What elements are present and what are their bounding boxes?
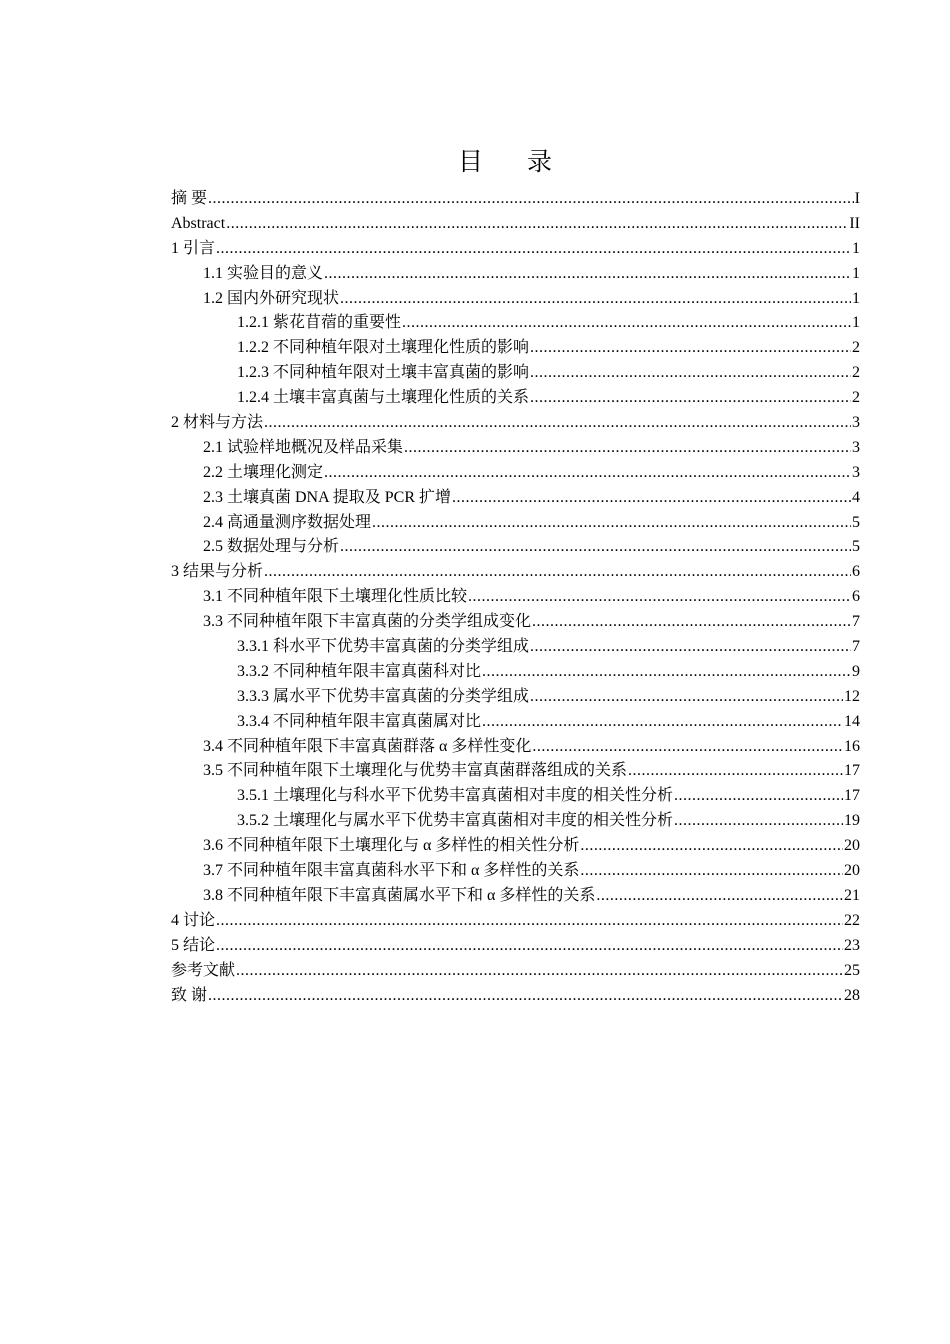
toc-entry-page-number: I bbox=[854, 190, 860, 207]
toc-entry-label: 3.3 不同种植年限下丰富真菌的分类学组成变化 bbox=[203, 613, 532, 631]
toc-entry-page-number: 3 bbox=[852, 438, 860, 456]
toc-entry[interactable] bbox=[171, 311, 860, 336]
toc-entry[interactable] bbox=[171, 486, 860, 511]
toc-dot-leader bbox=[580, 859, 843, 884]
toc-entry-page-number: 7 bbox=[852, 613, 860, 631]
toc-entry-label: 1.2.4 土壤丰富真菌与土壤理化性质的关系 bbox=[237, 389, 530, 407]
toc-entry-label: 3.8 不同种植年限下丰富真菌属水平下和 α 多样性的关系 bbox=[203, 886, 596, 904]
toc-entry-page-number: 12 bbox=[844, 687, 860, 705]
toc-dot-leader bbox=[340, 535, 851, 560]
toc-entry-page-number: 28 bbox=[844, 986, 860, 1004]
toc-entry-label: 1.1 实验目的意义 bbox=[203, 264, 324, 282]
toc-dot-leader bbox=[324, 461, 851, 486]
toc-entry[interactable] bbox=[171, 287, 860, 312]
toc-entry[interactable] bbox=[171, 560, 860, 585]
toc-entry-label: 3.4 不同种植年限下丰富真菌群落 α 多样性变化 bbox=[203, 737, 532, 755]
toc-entry-page-number: 25 bbox=[844, 961, 860, 979]
title-char-2: 录 bbox=[527, 149, 553, 176]
toc-entry-page-number: 23 bbox=[844, 936, 860, 954]
toc-entry-page-number: 3 bbox=[852, 414, 860, 432]
toc-entry[interactable] bbox=[171, 411, 860, 436]
toc-entry[interactable] bbox=[171, 187, 860, 212]
toc-entry-label: 2.5 数据处理与分析 bbox=[203, 538, 340, 556]
table-of-contents bbox=[171, 187, 860, 1008]
toc-entry-label: 3.3.1 科水平下优势丰富真菌的分类学组成 bbox=[237, 638, 530, 656]
toc-entry[interactable] bbox=[171, 635, 860, 660]
toc-entry[interactable] bbox=[171, 759, 860, 784]
toc-entry-label: 2.3 土壤真菌 DNA 提取及 PCR 扩增 bbox=[203, 488, 452, 506]
toc-entry[interactable] bbox=[171, 809, 860, 834]
toc-dot-leader bbox=[530, 685, 843, 710]
toc-dot-leader bbox=[264, 560, 851, 585]
toc-entry-page-number: 17 bbox=[844, 787, 860, 805]
toc-entry-page-number: 20 bbox=[844, 837, 860, 855]
toc-dot-leader bbox=[580, 834, 843, 859]
page-title bbox=[0, 148, 950, 178]
toc-dot-leader bbox=[530, 386, 851, 411]
toc-entry-page-number: 17 bbox=[844, 762, 860, 780]
toc-entry-page-number: 6 bbox=[852, 563, 860, 581]
toc-entry-label: 3 结果与分析 bbox=[171, 563, 264, 581]
toc-dot-leader bbox=[216, 934, 843, 959]
toc-dot-leader bbox=[482, 660, 851, 685]
toc-entry-page-number: 19 bbox=[844, 812, 860, 830]
toc-entry-label: 致 谢 bbox=[171, 986, 208, 1004]
toc-dot-leader bbox=[208, 187, 854, 212]
toc-entry-label: 2 材料与方法 bbox=[171, 414, 264, 432]
toc-entry-label: 1.2 国内外研究现状 bbox=[203, 289, 340, 307]
toc-entry[interactable] bbox=[171, 909, 860, 934]
toc-dot-leader bbox=[468, 585, 851, 610]
toc-dot-leader bbox=[674, 809, 843, 834]
toc-entry-page-number: 20 bbox=[844, 862, 860, 880]
toc-entry[interactable] bbox=[171, 212, 860, 237]
toc-entry-label: 1 引言 bbox=[171, 239, 216, 257]
toc-entry-label: 摘 要 bbox=[171, 190, 208, 207]
toc-entry-page-number: 4 bbox=[852, 488, 860, 506]
toc-entry-page-number: 2 bbox=[852, 339, 860, 357]
toc-dot-leader bbox=[596, 884, 843, 909]
toc-entry[interactable] bbox=[171, 984, 860, 1009]
toc-entry-page-number: 21 bbox=[844, 886, 860, 904]
toc-entry-label: 3.6 不同种植年限下土壤理化与 α 多样性的相关性分析 bbox=[203, 837, 580, 855]
toc-dot-leader bbox=[404, 436, 851, 461]
toc-entry-page-number: 7 bbox=[852, 638, 860, 656]
toc-dot-leader bbox=[530, 336, 851, 361]
toc-entry[interactable] bbox=[171, 262, 860, 287]
toc-entry[interactable] bbox=[171, 386, 860, 411]
toc-entry[interactable] bbox=[171, 685, 860, 710]
toc-entry-page-number: 5 bbox=[852, 513, 860, 531]
toc-entry-label: 3.5.2 土壤理化与属水平下优势丰富真菌相对丰度的相关性分析 bbox=[237, 812, 674, 830]
toc-entry[interactable] bbox=[171, 784, 860, 809]
toc-entry[interactable] bbox=[171, 361, 860, 386]
toc-dot-leader bbox=[216, 237, 851, 262]
toc-entry[interactable] bbox=[171, 535, 860, 560]
toc-entry[interactable] bbox=[171, 834, 860, 859]
toc-dot-leader bbox=[236, 959, 843, 984]
toc-dot-leader bbox=[530, 361, 851, 386]
toc-entry[interactable] bbox=[171, 511, 860, 536]
toc-entry-label: 4 讨论 bbox=[171, 911, 216, 929]
toc-entry-page-number: 1 bbox=[852, 264, 860, 282]
toc-entry-page-number: 2 bbox=[852, 364, 860, 382]
toc-entry-page-number: 9 bbox=[852, 662, 860, 680]
toc-entry-label: 1.2.1 紫花苜蓿的重要性 bbox=[237, 314, 402, 332]
toc-dot-leader bbox=[674, 784, 843, 809]
toc-entry[interactable] bbox=[171, 237, 860, 262]
toc-entry[interactable] bbox=[171, 934, 860, 959]
toc-entry[interactable] bbox=[171, 710, 860, 735]
toc-entry[interactable] bbox=[171, 585, 860, 610]
toc-entry[interactable] bbox=[171, 959, 860, 984]
title-char-1: 目 bbox=[457, 149, 483, 176]
toc-entry-label: 1.2.3 不同种植年限对土壤丰富真菌的影响 bbox=[237, 364, 530, 382]
toc-dot-leader bbox=[208, 984, 843, 1009]
toc-dot-leader bbox=[324, 262, 851, 287]
toc-dot-leader bbox=[402, 311, 851, 336]
toc-dot-leader bbox=[372, 511, 851, 536]
toc-entry-label: 2.1 试验样地概况及样品采集 bbox=[203, 438, 404, 456]
toc-entry-label: 1.2.2 不同种植年限对土壤理化性质的影响 bbox=[237, 339, 530, 357]
toc-entry-page-number: 14 bbox=[844, 712, 860, 730]
toc-entry[interactable] bbox=[171, 884, 860, 909]
toc-entry-label: Abstract bbox=[171, 214, 226, 232]
toc-entry-label: 参考文献 bbox=[171, 961, 236, 979]
toc-dot-leader bbox=[452, 486, 851, 511]
toc-entry-label: 5 结论 bbox=[171, 936, 216, 954]
toc-entry-label: 3.7 不同种植年限丰富真菌科水平下和 α 多样性的关系 bbox=[203, 862, 580, 880]
toc-entry[interactable] bbox=[171, 859, 860, 884]
toc-entry-label: 3.1 不同种植年限下土壤理化性质比较 bbox=[203, 588, 468, 606]
toc-entry-label: 3.3.3 属水平下优势丰富真菌的分类学组成 bbox=[237, 687, 530, 705]
toc-entry-page-number: 22 bbox=[844, 911, 860, 929]
toc-entry-label: 3.3.4 不同种植年限丰富真菌属对比 bbox=[237, 712, 482, 730]
toc-entry-page-number: 1 bbox=[852, 289, 860, 307]
toc-entry-page-number: 5 bbox=[852, 538, 860, 556]
toc-entry[interactable] bbox=[171, 436, 860, 461]
toc-dot-leader bbox=[226, 212, 848, 237]
toc-entry-page-number: II bbox=[849, 214, 860, 232]
toc-entry-label: 2.2 土壤理化测定 bbox=[203, 463, 324, 481]
toc-entry-page-number: 16 bbox=[844, 737, 860, 755]
toc-dot-leader bbox=[264, 411, 851, 436]
toc-entry-page-number: 1 bbox=[852, 314, 860, 332]
toc-dot-leader bbox=[482, 710, 843, 735]
toc-dot-leader bbox=[530, 635, 851, 660]
toc-entry[interactable] bbox=[171, 735, 860, 760]
toc-entry[interactable] bbox=[171, 461, 860, 486]
toc-dot-leader bbox=[532, 610, 851, 635]
toc-entry-label: 3.5 不同种植年限下土壤理化与优势丰富真菌群落组成的关系 bbox=[203, 762, 628, 780]
toc-entry-page-number: 1 bbox=[852, 239, 860, 257]
toc-dot-leader bbox=[340, 287, 851, 312]
toc-entry[interactable] bbox=[171, 336, 860, 361]
toc-entry[interactable] bbox=[171, 660, 860, 685]
toc-entry-label: 3.5.1 土壤理化与科水平下优势丰富真菌相对丰度的相关性分析 bbox=[237, 787, 674, 805]
toc-dot-leader bbox=[532, 735, 843, 760]
toc-dot-leader bbox=[628, 759, 843, 784]
toc-entry-page-number: 2 bbox=[852, 389, 860, 407]
toc-entry-label: 2.4 高通量测序数据处理 bbox=[203, 513, 372, 531]
toc-entry[interactable] bbox=[171, 610, 860, 635]
toc-dot-leader bbox=[216, 909, 843, 934]
toc-entry-page-number: 6 bbox=[852, 588, 860, 606]
toc-entry-page-number: 3 bbox=[852, 463, 860, 481]
toc-entry-label: 3.3.2 不同种植年限丰富真菌科对比 bbox=[237, 662, 482, 680]
